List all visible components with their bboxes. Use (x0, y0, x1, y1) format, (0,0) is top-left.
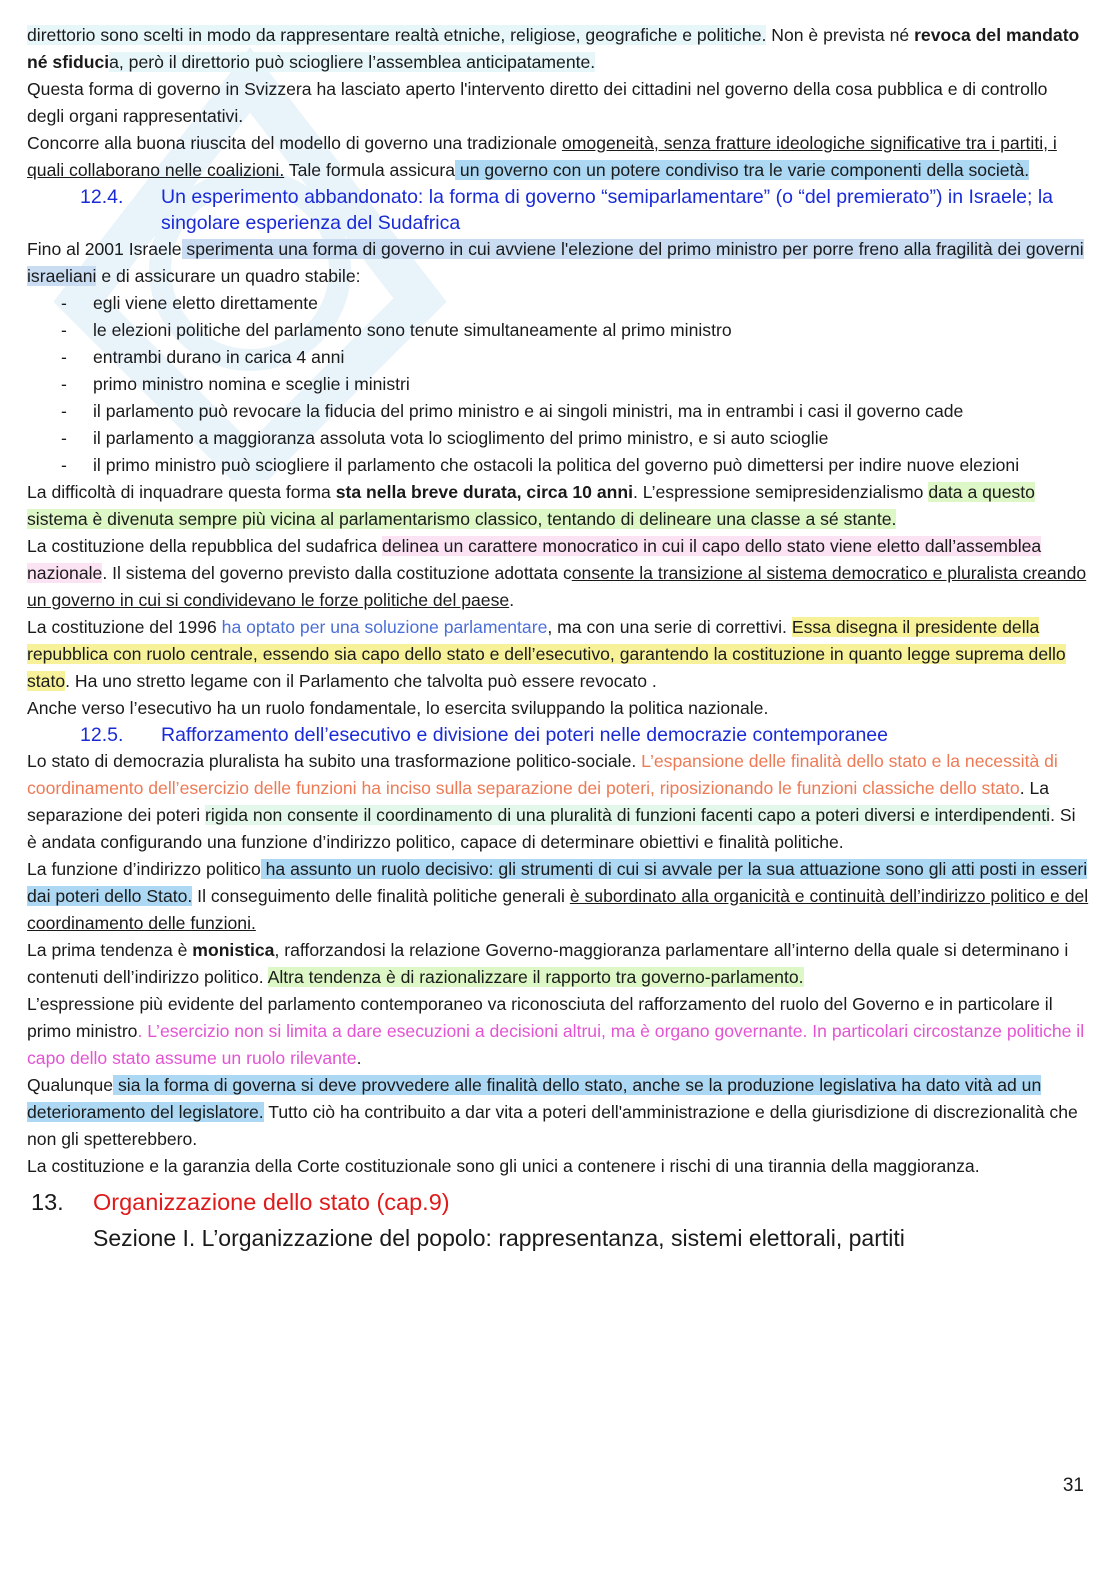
bold-text: monistica (192, 940, 275, 960)
heading-number: 12.4. (80, 186, 124, 208)
underlined-text: onsente la transizione al sistema democratico e pluralista creando un governo in cui si condividevano le forze politiche del paese (27, 563, 1087, 610)
text: L’espressione più evidente del parlamento contemporaneo va riconosciuta del rafforzamento del ruolo del Governo e in particolare il primo ministro (27, 994, 1053, 1041)
text: Qualunque (27, 1075, 114, 1095)
text: . Ha uno stretto legame con il Parlamento che talvolta può essere revocato . (65, 671, 657, 691)
highlight-text: sia la forma di governa si deve provvedere alle finalità dello stato, anche se la produzione legislativa ha dato vità ad un deterioramento del legislatore. (27, 1075, 1042, 1122)
text: La costituzione del 1996 (27, 617, 222, 637)
paragraph-parlamento-contemporaneo (27, 991, 1089, 1072)
list-item: - il parlamento può revocare la fiducia del primo ministro e ai singoli ministri, ma in entrambi i casi il governo cade (27, 398, 1089, 425)
text: La prima tendenza è (27, 940, 193, 960)
highlight-text: delinea un carattere monocratico in cui il capo dello stato viene eletto dall’assemblea nazionale (27, 536, 1042, 583)
paragraph-esecutivo (27, 695, 1089, 722)
text: La costituzione e la garanzia della Corte costituzionale sono gli unici a contenere i rischi di una tirannia della maggioranza. (27, 1156, 980, 1176)
text: La funzione d’indirizzo politico (27, 859, 261, 879)
paragraph-democrazia-pluralista (27, 748, 1089, 856)
text: Fino al 2001 Israele (27, 239, 182, 259)
text: . L’espressione semipresidenzialismo (633, 482, 929, 502)
paragraph-qualunque (27, 1072, 1089, 1153)
paragraph-indirizzo-politico (27, 856, 1089, 937)
list-item: - primo ministro nomina e sceglie i ministri (27, 371, 1089, 398)
israel-list (27, 290, 1089, 479)
highlight-text: sperimenta una forma di governo in cui avviene l'elezione del primo ministro per porre freno alla fragilità dei governi israeliani (27, 239, 1084, 286)
underlined-text: omogeneità, senza fratture ideologiche significative tra i partiti, i quali collaborano nelle coalizioni. (27, 133, 1057, 180)
paragraph-corte-costituzionale (27, 1153, 1089, 1180)
paragraph-concorre (27, 130, 1089, 184)
paragraph-tendenza (27, 937, 1089, 991)
heading-number: 12.5. (80, 724, 124, 746)
highlight-text: rigida non consente il coordinamento di una pluralità di funzioni facenti capo a poteri diversi e interdipendenti (205, 805, 1051, 825)
paragraph-svizzera (27, 76, 1089, 130)
highlight-text: Altra tendenza è di razionalizzare il rapporto tra governo-parlamento. (267, 967, 804, 987)
text: . (509, 590, 515, 610)
underlined-text: è subordinato alla organicità e continuità dell’indirizzo politico e del coordinamento delle funzioni. (27, 886, 1089, 933)
text: . La separazione dei poteri (27, 778, 1050, 825)
highlight-text: un governo con un potere condiviso tra le varie componenti della società. (455, 160, 1030, 180)
heading-12-4 (27, 184, 1089, 236)
highlight-text: ha assunto un ruolo decisivo: gli strumenti di cui si avvale per la sua attuazione sono gli atti posti in esseri dai poteri dello Stato. (27, 859, 1088, 906)
heading-13 (27, 1184, 1089, 1220)
colored-text: ha optato per una soluzione parlamentare (221, 617, 548, 637)
text: Concorre alla buona riuscita del modello di governo una tradizionale (27, 133, 562, 153)
heading-title: Rafforzamento dell’esecutivo e divisione dei poteri nelle democrazie contemporanee (161, 724, 888, 746)
text: , ma con una serie di correttivi. (547, 617, 792, 637)
paragraph-sudafrica (27, 533, 1089, 614)
text: Non è prevista né (766, 25, 915, 45)
list-item: - il parlamento a maggioranza assoluta vota lo scioglimento del primo ministro, e si auto scioglie (27, 425, 1089, 452)
list-item: - il primo ministro può sciogliere il parlamento che ostacoli la politica del governo può dimettersi per indire nuove elezioni (27, 452, 1089, 479)
text: . Si è andata configurando una funzione d’indirizzo politico, capace di determinare obiettivi e finalità politiche. (27, 805, 1076, 852)
list-item: - egli viene eletto direttamente (27, 290, 1089, 317)
text: Tale formula assicura (284, 160, 456, 180)
highlight-text: direttorio sono scelti in modo da rappresentare realtà etniche, religiose, geografiche e politiche. (27, 25, 767, 45)
text: Il conseguimento delle finalità politiche generali (192, 886, 570, 906)
text: La difficoltà di inquadrare questa forma (27, 482, 336, 502)
highlight-text: Essa disegna il presidente della repubblica con ruolo centrale, essendo sia capo dello stato e dell’esecutivo, garantendo la costituzione in quanto legge suprema dello stato (27, 617, 1066, 691)
heading-title: Organizzazione dello stato (cap.9) (93, 1189, 450, 1215)
text: Questa forma di governo in Svizzera ha lasciato aperto l'intervento diretto dei cittadini nel governo della cosa pubblica e di controllo degli organi rappresentativi. (27, 79, 1048, 126)
highlight-text: data a questo sistema è divenuta sempre più vicina al parlamentarismo classico, tentando di delineare una classe a sé stante. (27, 482, 1035, 529)
list-item: - le elezioni politiche del parlamento sono tenute simultaneamente al primo ministro (27, 317, 1089, 344)
text: Tutto ciò ha contribuito a dar vita a poteri dell'amministrazione e della giurisdizione di discrezionalità che non gli spetterebbero. (27, 1102, 1078, 1149)
text: . (356, 1048, 362, 1068)
paragraph-difficolta (27, 479, 1089, 533)
highlight-text: a, però il direttorio può sciogliere l’assemblea anticipatamente. (109, 52, 596, 72)
paragraph-costituzione-1996 (27, 614, 1089, 695)
text: e di assicurare un quadro stabile: (96, 266, 361, 286)
document-page (27, 22, 1089, 1256)
paragraph-israele (27, 236, 1089, 290)
page-number: 31 (1062, 1475, 1084, 1496)
colored-text: L’espansione delle finalità dello stato e la necessità di coordinamento dell’esercizio delle funzioni ha inciso sulla separazione dei poteri, riposizionando le funzioni classiche dello stato (27, 751, 1058, 798)
text: , rafforzandosi la relazione Governo-maggioranza parlamentare all’interno della quale si determinano i contenuti dell’indirizzo politico. (27, 940, 1069, 987)
heading-12-5 (27, 722, 1089, 748)
text: La costituzione della repubblica del sudafrica (27, 536, 383, 556)
section-title: Sezione I. L’organizzazione del popolo: rappresentanza, sistemi elettorali, partiti (93, 1225, 905, 1251)
heading-title: Un esperimento abbandonato: la forma di governo “semiparlamentare” (o “del premierato”) in Israele; la singolare esperienza del Sudafrica (161, 186, 1054, 234)
text: Anche verso l’esecutivo ha un ruolo fondamentale, lo esercita sviluppando la politica nazionale. (27, 698, 769, 718)
paragraph-direttorio (27, 22, 1089, 76)
text: Lo stato di democrazia pluralista ha subito una trasformazione politico-sociale. (27, 751, 642, 771)
heading-number: 13. (31, 1189, 64, 1215)
colored-text: . L’esercizio non si limita a dare esecuzioni a decisioni altrui, ma è organo governante. In particolari circostanze politiche il capo dello stato assume un ruolo rilevante (27, 1021, 1085, 1068)
bold-text: sta nella breve durata, circa 10 anni (335, 482, 634, 502)
bold-text: revoca del mandato né sfiduci (27, 25, 1080, 72)
list-item: - entrambi durano in carica 4 anni (27, 344, 1089, 371)
text: . Il sistema del governo previsto dalla costituzione adottata c (102, 563, 572, 583)
